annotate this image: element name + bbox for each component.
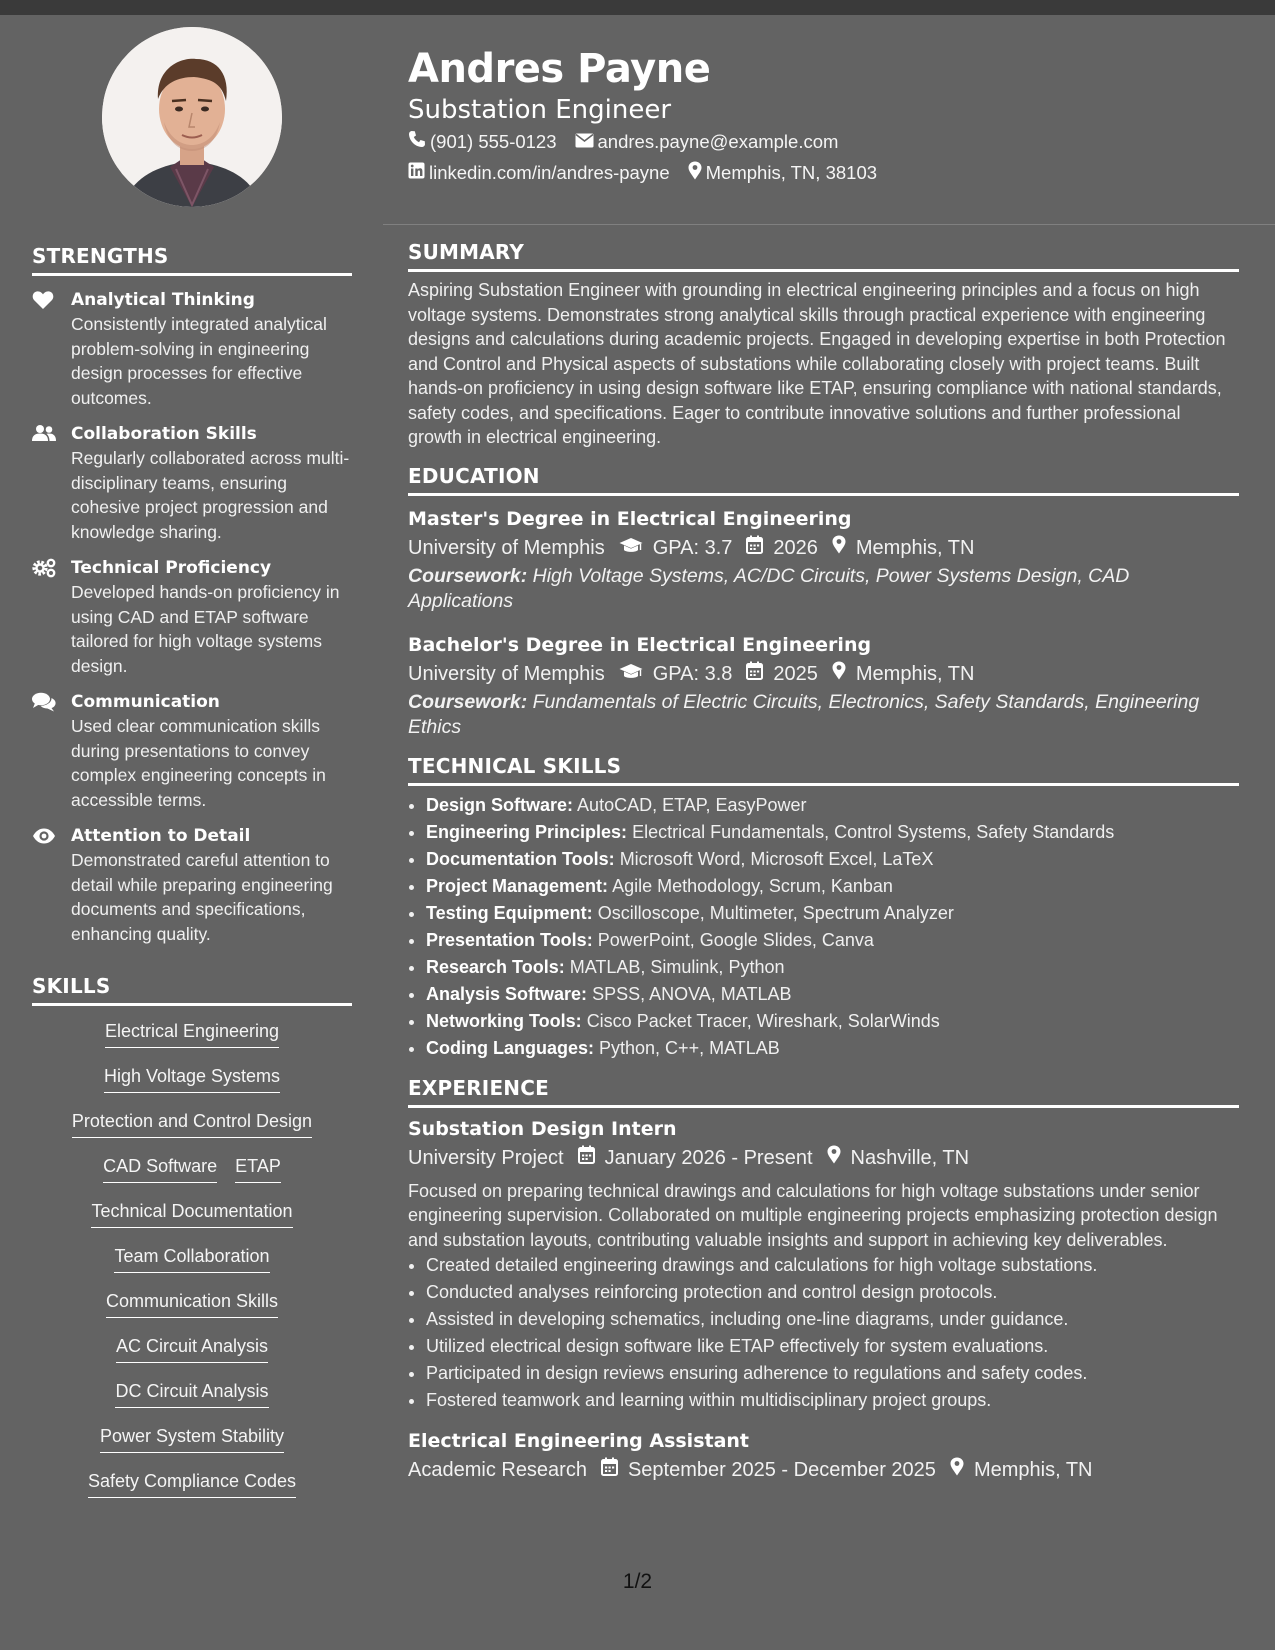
skill-tag: ETAP [235, 1153, 281, 1183]
strength-desc: Developed hands-on proficiency in using CAD and ETAP software tailored for high voltage systems design. [71, 582, 340, 676]
skill-tag: Technical Documentation [91, 1198, 292, 1228]
education-meta [408, 532, 1239, 564]
strength-name: Collaboration Skills [71, 424, 257, 444]
job-role: Electrical Engineering Assistant [408, 1430, 750, 1452]
location-text: Memphis, TN, 38103 [705, 161, 878, 183]
experience-heading: EXPERIENCE [408, 1076, 1239, 1108]
strength-item [32, 422, 352, 544]
skill-tag: Team Collaboration [114, 1243, 269, 1273]
strength-desc: Demonstrated careful attention to detail while preparing engineering documents and specifications, enhancing quality. [71, 850, 333, 944]
list-item: • Engineering Principles: Electrical Fundamentals, Control Systems, Safety Standards [426, 819, 1239, 846]
education-section [408, 464, 1239, 740]
list-item: • Design Software: AutoCAD, ETAP, EasyPower [426, 792, 1239, 819]
technical-skills-list [408, 792, 1239, 1062]
list-item: • Project Management: Agile Methodology, Scrum, Kanban [426, 873, 1239, 900]
strength-item [32, 824, 352, 946]
left-column [32, 27, 352, 1513]
map-marker-icon [832, 532, 856, 564]
job-organization: Academic Research [408, 1459, 587, 1481]
job-meta [408, 1454, 1239, 1486]
header-divider [383, 224, 1275, 225]
education-item [408, 506, 1239, 614]
coursework-list: High Voltage Systems, AC/DC Circuits, Power Systems Design, CAD Applications [408, 564, 1130, 612]
job-location: Memphis, TN [973, 1459, 1093, 1481]
list-item: • Documentation Tools: Microsoft Word, Microsoft Excel, LaTeX [426, 846, 1239, 873]
summary-heading: SUMMARY [408, 240, 1239, 272]
linkedin-icon [408, 162, 429, 184]
technical-skills-section [408, 754, 1239, 1062]
strength-desc: Regularly collaborated across multi-disciplinary teams, ensuring cohesive project progression and knowledge sharing. [71, 448, 350, 542]
coursework-label: Coursework: [408, 564, 528, 587]
candidate-title: Substation Engineer [408, 95, 672, 125]
strength-item [32, 690, 352, 812]
map-marker-icon [827, 1142, 851, 1174]
school-location: Memphis, TN [855, 536, 975, 559]
coursework-label: Coursework: [408, 690, 528, 713]
strength-name: Communication [71, 692, 220, 712]
list-item: • Research Tools: MATLAB, Simulink, Python [426, 954, 1239, 981]
map-marker-icon [832, 658, 856, 690]
graduation-cap-icon [619, 532, 653, 564]
list-item: • Assisted in developing schematics, including one-line diagrams, under guidance. [426, 1306, 1239, 1333]
linkedin-url[interactable]: linkedin.com/in/andres-payne [429, 161, 670, 183]
phone-contact [408, 130, 557, 153]
school-name: University of Memphis [408, 662, 605, 685]
strength-desc: Used clear communication skills during presentations to convey complex engineering concepts in accessible terms. [71, 716, 326, 810]
skill-tag: Safety Compliance Codes [88, 1468, 296, 1498]
calendar-icon [746, 658, 773, 690]
profile-photo [102, 27, 282, 207]
heart-icon [32, 290, 56, 310]
experience-section [408, 1076, 1239, 1487]
top-bar [0, 0, 1275, 15]
calendar-icon [746, 532, 773, 564]
skill-tag: CAD Software [103, 1153, 217, 1183]
coursework [408, 564, 1239, 614]
calendar-icon [601, 1454, 628, 1486]
skill-tag: Protection and Control Design [72, 1108, 312, 1138]
phone-icon [408, 130, 430, 153]
skills-heading: SKILLS [32, 974, 352, 1006]
school-location: Memphis, TN [855, 662, 975, 685]
education-meta [408, 658, 1239, 690]
summary-text: Aspiring Substation Engineer with grounding in electrical engineering principles and a focus on high voltage systems. Demonstrates strong analytical skills through practical experience with engineering designs and calculations during academic projects. Engaged in developing expertise in both Protection and Control and Physical aspects of substations while collaborating closely with project teams. Built hands-on proficiency in using design software like ETAP, ensuring compliance with national standards, safety codes, and specifications. Eager to contribute innovative solutions and further professional growth in electrical engineering. [408, 280, 1226, 447]
skill-tag: DC Circuit Analysis [115, 1378, 268, 1408]
page-number: 1/2 [622, 1570, 653, 1593]
job-description: Focused on preparing technical drawings and calculations for high voltage substations under senior engineering supervision. Collaborated on multiple engineering projects emphasizing protection design and substation layouts, contributing valuable insights and support in achieving key deliverables. [408, 1180, 1218, 1250]
skill-tag: High Voltage Systems [104, 1063, 280, 1093]
strengths-heading: STRENGTHS [32, 244, 352, 276]
list-item: • Utilized electrical design software like ETAP effectively for system evaluations. [426, 1333, 1239, 1360]
graduation-cap-icon [619, 658, 653, 690]
degree-title: Bachelor's Degree in Electrical Engineering [408, 633, 872, 656]
linkedin-contact[interactable] [408, 162, 670, 184]
list-item: • Created detailed engineering drawings and calculations for high voltage substations. [426, 1252, 1239, 1279]
coursework-list: Fundamentals of Electric Circuits, Electronics, Safety Standards, Engineering Ethics [408, 690, 1200, 738]
job-location: Nashville, TN [850, 1146, 970, 1169]
list-item: • Testing Equipment: Oscilloscope, Multimeter, Spectrum Analyzer [426, 900, 1239, 927]
experience-item [408, 1116, 1239, 1415]
skills-list [32, 1018, 352, 1513]
gpa: GPA: 3.8 [652, 662, 733, 685]
list-item: • Presentation Tools: PowerPoint, Google Slides, Canva [426, 927, 1239, 954]
contact-row [408, 157, 1238, 188]
candidate-name: Andres Payne [408, 46, 711, 92]
strength-name: Technical Proficiency [71, 558, 272, 578]
technical-skills-heading: TECHNICAL SKILLS [408, 754, 1239, 786]
job-dates: January 2026 - Present [604, 1146, 813, 1169]
job-meta [408, 1142, 1239, 1174]
cogs-icon [32, 558, 56, 578]
skill-tag: Electrical Engineering [105, 1018, 279, 1048]
map-marker-icon [950, 1454, 974, 1486]
location-contact [688, 161, 877, 185]
users-icon [32, 424, 56, 444]
job-organization: University Project [408, 1146, 564, 1169]
contact-row [408, 126, 1238, 157]
list-item: • Coding Languages: Python, C++, MATLAB [426, 1035, 1239, 1062]
job-dates: September 2025 - December 2025 [627, 1459, 936, 1481]
strength-name: Attention to Detail [71, 826, 251, 846]
strength-item [32, 556, 352, 678]
comments-icon [32, 692, 56, 712]
right-column [408, 240, 1239, 1486]
education-heading: EDUCATION [408, 464, 1239, 496]
skill-tag: AC Circuit Analysis [116, 1333, 268, 1363]
eye-icon [32, 826, 56, 846]
list-item: • Conducted analyses reinforcing protection and control design protocols. [426, 1279, 1239, 1306]
calendar-icon [578, 1142, 605, 1174]
list-item: • Participated in design reviews ensuring adherence to regulations and safety codes. [426, 1360, 1239, 1387]
email-contact[interactable] [575, 131, 839, 153]
strength-desc: Consistently integrated analytical problem-solving in engineering design processes for effective outcomes. [71, 314, 327, 408]
education-item [408, 632, 1239, 740]
phone-number: (901) 555-0123 [430, 130, 557, 152]
graduation-year: 2026 [773, 536, 818, 559]
envelope-icon [575, 131, 598, 153]
experience-item [408, 1428, 1239, 1486]
resume-header [408, 44, 1238, 188]
gpa: GPA: 3.7 [652, 536, 733, 559]
list-item: • Fostered teamwork and learning within multidisciplinary project groups. [426, 1387, 1239, 1414]
strength-item [32, 288, 352, 410]
list-item: • Networking Tools: Cisco Packet Tracer, Wireshark, SolarWinds [426, 1008, 1239, 1035]
list-item: • Analysis Software: SPSS, ANOVA, MATLAB [426, 981, 1239, 1008]
coursework [408, 690, 1239, 740]
email-address[interactable]: andres.payne@example.com [597, 130, 839, 152]
skill-tag: Power System Stability [100, 1423, 284, 1453]
graduation-year: 2025 [773, 662, 818, 685]
job-bullets [408, 1252, 1239, 1414]
skill-tag: Communication Skills [106, 1288, 278, 1318]
map-marker-icon [688, 161, 706, 185]
degree-title: Master's Degree in Electrical Engineering [408, 507, 852, 530]
school-name: University of Memphis [408, 536, 605, 559]
strength-name: Analytical Thinking [71, 290, 255, 310]
job-role: Substation Design Intern [408, 1117, 677, 1140]
